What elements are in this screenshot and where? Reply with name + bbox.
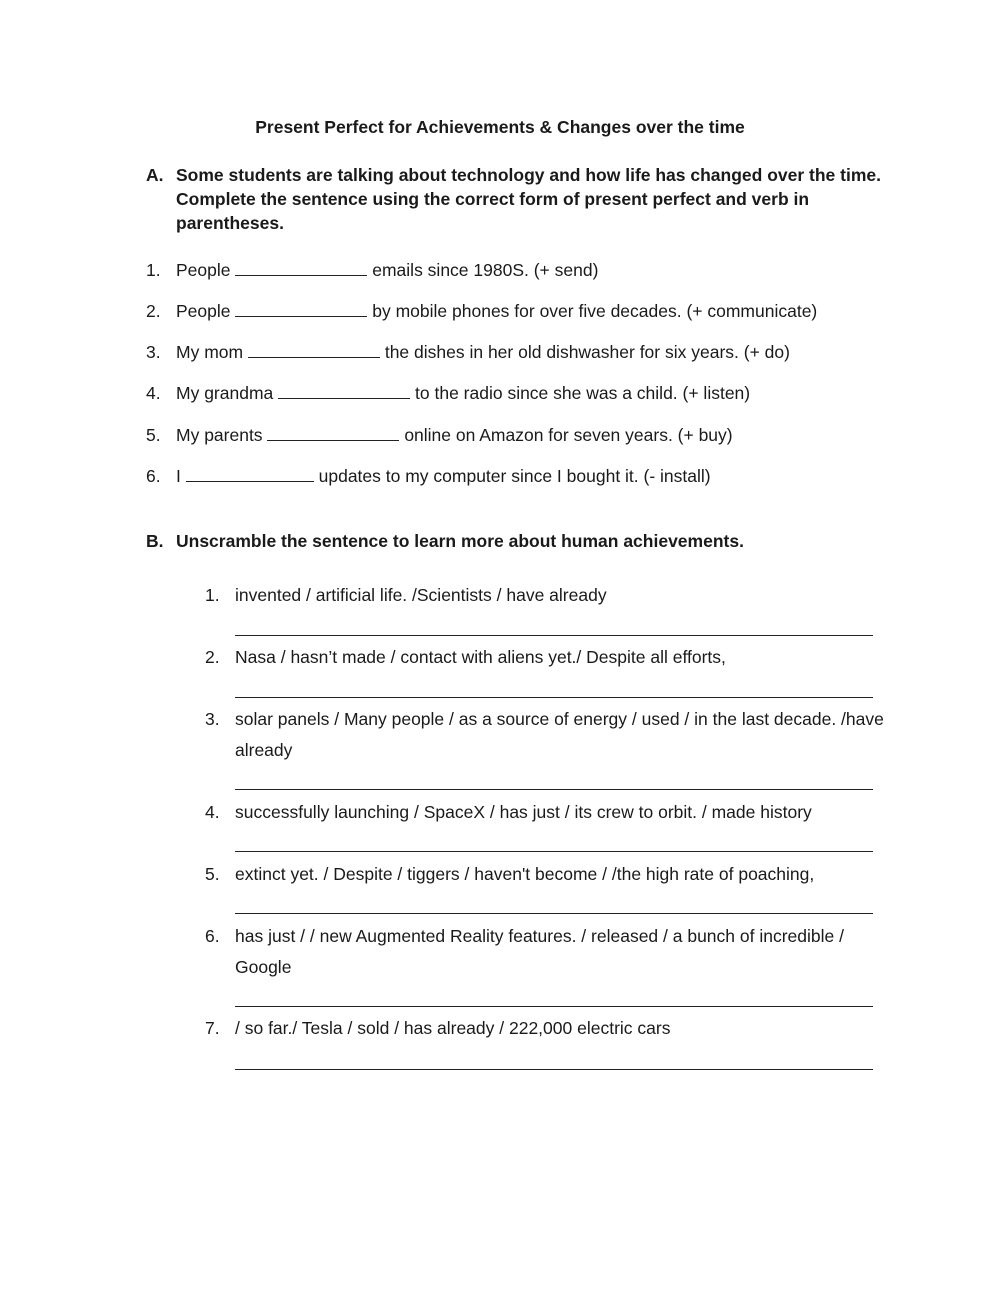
sentence-end: emails since 1980S. (+ send)	[372, 260, 599, 280]
exercise-b-item	[205, 704, 885, 766]
scrambled-words: extinct yet. / Despite / tiggers / haven't become / /the high rate of poaching,	[235, 864, 815, 884]
exercise-a-item	[146, 382, 750, 404]
section-b-instruction: Unscramble the sentence to learn more about human achievements.	[176, 531, 744, 551]
item-number: 4.	[205, 802, 220, 822]
fill-blank[interactable]	[278, 382, 410, 399]
item-number: 2.	[205, 647, 220, 667]
exercise-b-item	[205, 859, 885, 890]
sentence-end: to the radio since she was a child. (+ listen)	[415, 383, 751, 403]
sentence-start: I	[176, 466, 181, 486]
item-number: 5.	[146, 425, 161, 445]
fill-blank[interactable]	[186, 465, 314, 482]
page-title: Present Perfect for Achievements & Changes over the time	[255, 117, 745, 137]
fill-blank[interactable]	[235, 300, 367, 317]
item-number: 6.	[205, 926, 220, 946]
section-a-letter: A.	[146, 165, 164, 185]
sentence-start: My mom	[176, 342, 244, 362]
scrambled-words: has just / / new Augmented Reality features. / released / a bunch of incredible / Google	[235, 926, 844, 977]
exercise-b-item	[205, 797, 885, 828]
answer-line[interactable]	[235, 635, 873, 636]
section-a-instruction: Some students are talking about technology and how life has changed over the time. Complete the sentence using the correct form of present perfect and verb in parentheses.	[176, 165, 881, 233]
section-a-heading	[146, 163, 886, 235]
scrambled-words: successfully launching / SpaceX / has just / its crew to orbit. / made history	[235, 802, 812, 822]
exercise-b-item	[205, 580, 885, 611]
sentence-end: the dishes in her old dishwasher for six years. (+ do)	[384, 342, 790, 362]
exercise-a-item	[146, 300, 817, 322]
answer-line[interactable]	[235, 1069, 873, 1070]
exercise-a-item	[146, 424, 733, 446]
scrambled-words: solar panels / Many people / as a source of energy / used / in the last decade. /have already	[235, 709, 884, 760]
item-number: 1.	[146, 260, 161, 280]
item-number: 6.	[146, 466, 161, 486]
item-number: 1.	[205, 585, 220, 605]
sentence-end: online on Amazon for seven years. (+ buy)	[404, 425, 733, 445]
sentence-start: My parents	[176, 425, 263, 445]
sentence-start: People	[176, 301, 231, 321]
sentence-end: updates to my computer since I bought it. (- install)	[318, 466, 711, 486]
fill-blank[interactable]	[235, 259, 367, 276]
answer-line[interactable]	[235, 851, 873, 852]
fill-blank[interactable]	[267, 424, 399, 441]
exercise-a-item	[146, 465, 711, 487]
sentence-end: by mobile phones for over five decades. (+ communicate)	[372, 301, 818, 321]
exercise-b-item	[205, 921, 885, 983]
exercise-a-item	[146, 259, 598, 281]
section-b-letter: B.	[146, 531, 164, 551]
answer-line[interactable]	[235, 697, 873, 698]
answer-line[interactable]	[235, 913, 873, 914]
answer-line[interactable]	[235, 789, 873, 790]
sentence-start: People	[176, 260, 231, 280]
fill-blank[interactable]	[248, 341, 380, 358]
exercise-b-item	[205, 1013, 885, 1044]
sentence-start: My grandma	[176, 383, 274, 403]
item-number: 5.	[205, 864, 220, 884]
item-number: 7.	[205, 1018, 220, 1038]
exercise-a-item	[146, 341, 790, 363]
item-number: 3.	[146, 342, 161, 362]
scrambled-words: invented / artificial life. /Scientists / have already	[235, 585, 607, 605]
item-number: 3.	[205, 709, 220, 729]
exercise-b-item	[205, 642, 885, 673]
answer-line[interactable]	[235, 1006, 873, 1007]
item-number: 2.	[146, 301, 161, 321]
scrambled-words: Nasa / hasn’t made / contact with aliens yet./ Despite all efforts,	[235, 647, 726, 667]
section-b-heading	[146, 529, 886, 553]
item-number: 4.	[146, 383, 161, 403]
scrambled-words: / so far./ Tesla / sold / has already / 222,000 electric cars	[235, 1018, 671, 1038]
